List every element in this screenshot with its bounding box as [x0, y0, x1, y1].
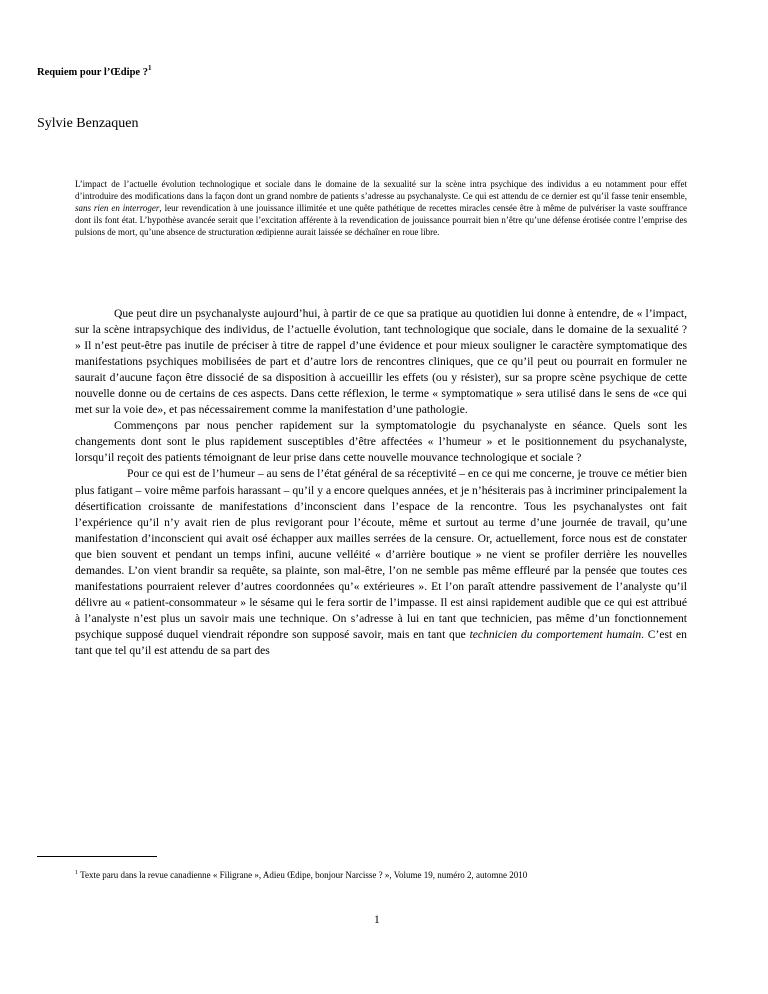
paragraph-1: Que peut dire un psychanalyste aujourd’hui, à partir de ce que sa pratique au quotidien lui donne à entendre, de « l’impact, sur la scène intrapsychique des individus, de l’actuelle évolution, tant technologique que sociale, dans le domaine de la sexualité ? » Il n’est peut-être pas inutile de préciser à titre de rappel d’une évidence et pour mieux souligner le caractère symptomatique des manifestations psychiques mobilisées de part et d’autre lors de rencontres cliniques, que ce qu’il peut ou pourrait en formuler ne saurait d’aucune façon être dissocié de sa disposition à accueillir les effets (ou y résister), sur sa propre scène psychique de cette nouvelle donne ou de certains de ces aspects. Dans cette réflexion, le terme « symptomatique » sera utilisé dans le sens de «ce qui met sur la voie de», et pas nécessairement comme la manifestation d’une pathologie.: [75, 307, 687, 417]
paragraph-3-emphasis: technicien du comportement humain: [469, 627, 642, 641]
paragraph-3-text-1: Pour ce qui est de l’humeur – au sens de l’état général de sa réceptivité – en ce qui me concerne, je trouve ce métier bien plus fatigant – voire même parfois harassant – qu’il y a encore quelques années, et je n’hésiterais pas à incriminer principalement la désertification croissante de manifestations d’inconscient dans l’espace de la rencontre. Tous les psychanalystes ont fait l’expérience qu’il n’y avait rien de plus revigorant pour l’écoute, même et surtout au terme d’une journée de travail, qu’une manifestation d’inconscient qui avait osé échapper aux mailles serrées de la censure. Or, actuellement, force nous est de constater que bien souvent et pendant un temps infini, aucune velléité « d’arrière boutique » ne vient se profiler derrière les nouvelles demandes. L’on vient brandir sa requête, sa plainte, son mal-être, l’on ne semble pas même effleuré par la pensée que toutes ces manifestations pourraient relever d’autres coordonnées qu’« extérieures ». Et l’on paraît attendre passivement de l’analyste qu’il délivre au « patient-consommateur » le sésame qui le fera sortir de l’impasse. Il est ainsi rapidement audible que ce qui est attribué à l’analyste n’est plus un savoir mais une technique. On s’adresse à lui en tant que technicien, pas même d’un fonctionnement psychique supposé duquel viendrait répondre son supposé savoir, mais en tant que: [75, 467, 687, 641]
paragraph-2: Commençons par nous pencher rapidement sur la symptomatologie du psychanalyste en séance. Quels sont les changements dont sont le plus rapidement susceptibles d’être affectées « l’humeur » et le positionnement du psychanalyste, lorsqu’il reçoit des patients témoignant de leur prise dans cette nouvelle mouvance technologique et sociale ?: [75, 419, 687, 465]
footnote-divider: [37, 856, 157, 857]
footnote-marker: 1: [75, 870, 78, 876]
abstract-text-2: , leur revendication à une jouissance illimitée et une quête pathétique de recettes miracles censée être à même de pulvériser la vaste souffrance dont ils font état. L’hypothèse avancée serait que l’excitation afférente à la revendication de jouissance pourrait bien n’être qu’une défense érotisée contre l’emprise des pulsions de mort, qu’une absence de structuration œdipienne aurait laissée se déchaîner en roue libre.: [75, 203, 687, 238]
footnote: [75, 867, 575, 881]
title-text: Requiem pour l’Œdipe ?: [37, 67, 148, 78]
footnote-text: Texte paru dans la revue canadienne « Filigrane », Adieu Œdipe, bonjour Narcisse ? », Volume 19, numéro 2, automne 2010: [78, 870, 528, 880]
abstract: [75, 178, 687, 238]
body-text: [75, 306, 687, 659]
author-name: Sylvie Benzaquen: [37, 116, 139, 131]
paragraph-3: [75, 466, 687, 659]
paragraph-3-text-2: . C’est en tant que tel qu’il est attendu de sa part des: [75, 627, 687, 657]
page-number: 1: [374, 914, 380, 926]
abstract-emphasis: sans rien en interroger: [75, 203, 160, 214]
document-title: [37, 64, 151, 78]
abstract-text-1: L’impact de l’actuelle évolution technologique et sociale dans le domaine de la sexualité sur la scène intra psychique des individus a eu notamment pour effet d’introduire des modifications dans la façon dont un grand nombre de patients s’adresse au psychanalyste. Ce qui est attendu de ce dernier est qu’il fasse tenir ensemble,: [75, 179, 687, 202]
title-footnote-marker[interactable]: 1: [147, 64, 152, 72]
